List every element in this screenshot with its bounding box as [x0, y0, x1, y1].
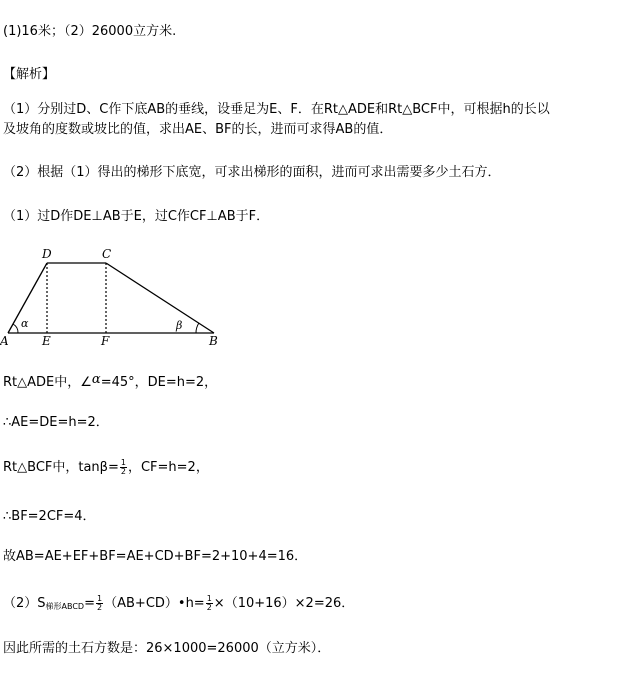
- rt-ade-prefix: Rt△ADE中，∠: [3, 375, 92, 390]
- area-prefix: （2）S: [3, 596, 46, 611]
- answer-part2: （2）26000立方米.: [63, 24, 177, 39]
- analysis-para1-line1: （1）分别过D、C作下底AB的垂线，设垂足为E、F．在Rt△ADE和Rt△BCF中，可根据h的长以: [3, 102, 550, 117]
- rt-ade-line: [3, 371, 217, 392]
- area-subscript: 梯形ABCD: [45, 602, 85, 611]
- label-B: B: [209, 334, 218, 348]
- fraction-one-half-b: $\frac{1}{2}$: [206, 594, 212, 612]
- label-alpha: α: [21, 317, 29, 330]
- area-eq: =: [84, 596, 96, 611]
- answer-part1: (1)16米；: [3, 24, 64, 39]
- analysis-heading: 【解析】: [3, 67, 56, 82]
- analysis-para1-line2: 及坡角的度数或坡比的值，求出AE、BF的长，进而可求得AB的值．: [3, 122, 393, 137]
- ae-line: ∴AE=DE=h=2．: [3, 415, 109, 430]
- analysis-para2: （2）根据（1）得出的梯形下底宽，可求出梯形的面积，进而可求出需要多少土石方．: [3, 165, 501, 180]
- trapezoid-diagram: [0, 243, 230, 348]
- alpha-symbol: α: [91, 372, 101, 387]
- label-F: F: [101, 334, 110, 348]
- label-E: E: [42, 334, 51, 348]
- label-A: A: [0, 334, 9, 348]
- angle-alpha-arc: [13, 324, 18, 333]
- rt-bcf-prefix: Rt△BCF中，tanβ=: [3, 460, 119, 475]
- label-beta: β: [176, 319, 183, 332]
- bf-line: ∴BF=2CF=4．: [3, 509, 96, 524]
- rt-bcf-line: [3, 459, 209, 477]
- area-line: [3, 595, 354, 616]
- answer-line: [3, 23, 176, 41]
- rt-bcf-suffix: ，CF=h=2，: [127, 460, 209, 475]
- side-CB: [106, 263, 214, 333]
- label-C: C: [102, 247, 112, 261]
- fraction-one-half: $\frac{1}{2}$: [120, 458, 126, 476]
- fraction-one-half-a: $\frac{1}{2}$: [97, 594, 103, 612]
- final-line: 因此所需的土石方数是：26×1000=26000（立方米）．: [3, 641, 331, 656]
- label-D: D: [42, 247, 52, 261]
- area-mid: （AB+CD）•h=: [104, 596, 205, 611]
- rt-ade-suffix: =45°，DE=h=2，: [100, 375, 218, 390]
- solution-step1: （1）过D作DE⊥AB于E，过C作CF⊥AB于F．: [3, 209, 270, 224]
- angle-beta-arc: [196, 323, 199, 333]
- area-tail: ×（10+16）×2=26．: [213, 596, 355, 611]
- ab-line: 故AB=AE+EF+BF=AE+CD+BF=2+10+4=16．: [3, 549, 308, 564]
